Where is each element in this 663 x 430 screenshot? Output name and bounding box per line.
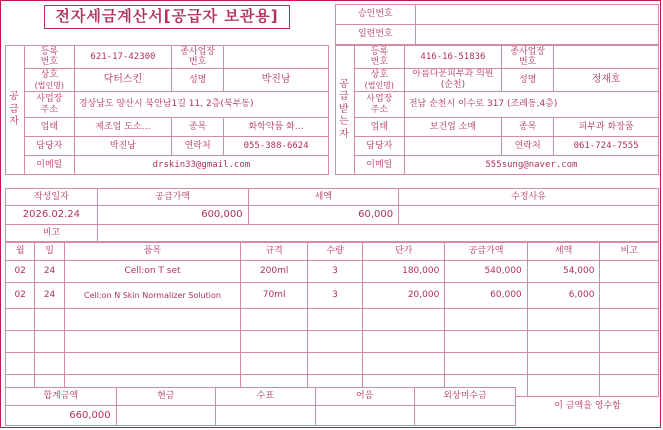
row-item-name <box>64 353 241 375</box>
col-unitprice: 단가 <box>362 243 444 261</box>
summary-block <box>5 188 659 242</box>
row-unitprice: 180,000 <box>362 261 444 283</box>
table-row[interactable] <box>6 283 659 309</box>
supplier-email-label: 이메일 <box>24 156 74 175</box>
check-label: 수표 <box>216 388 315 406</box>
memo-value[interactable] <box>97 225 658 242</box>
supply-amount-label: 공급가액 <box>97 189 248 206</box>
row-month: 02 <box>6 283 35 309</box>
buyer-email-value[interactable]: 555sung@naver.com <box>404 156 658 175</box>
supplier-address-label: 사업장 주소 <box>24 92 74 118</box>
col-day: 일 <box>35 243 64 261</box>
total-amount-value[interactable]: 660,000 <box>6 406 117 426</box>
col-tax: 세액 <box>527 243 600 261</box>
supplier-name-label: 상호 (법인명) <box>24 69 74 92</box>
items-table <box>5 242 659 397</box>
row-qty: 3 <box>308 261 363 283</box>
row-day: 24 <box>35 261 64 283</box>
row-day <box>35 331 64 353</box>
supplier-ceo-value[interactable]: 박진남 <box>224 69 329 92</box>
table-row[interactable] <box>6 353 659 375</box>
supplier-contact-person-label: 담당자 <box>24 137 74 156</box>
supplier-regnum-label: 등록 번호 <box>24 46 74 69</box>
supplier-business-item-value[interactable]: 화학약품 화… <box>224 118 329 137</box>
row-tax <box>527 331 600 353</box>
title-block <box>5 4 329 30</box>
buyer-ceo-label: 성명 <box>502 69 554 92</box>
buyer-address-label: 사업장 주소 <box>354 92 404 118</box>
buyer-regnum-label: 등록 번호 <box>354 46 404 69</box>
row-unitprice <box>362 331 444 353</box>
row-spec <box>241 331 308 353</box>
cash-value[interactable] <box>116 406 215 426</box>
row-unitprice: 20,000 <box>362 283 444 309</box>
buyer-phone-label: 연락처 <box>502 137 554 156</box>
total-amount-label: 합계금액 <box>6 388 117 406</box>
row-tax <box>527 353 600 375</box>
supplier-business-type-value[interactable]: 제조업 도소… <box>74 118 171 137</box>
row-day: 24 <box>35 283 64 309</box>
buyer-business-item-value[interactable]: 피부과 화장품 <box>554 118 659 137</box>
col-qty: 수량 <box>308 243 363 261</box>
memo-label: 비고 <box>6 225 98 242</box>
receipt-statement: 이 금액을 영수함 <box>554 401 621 412</box>
credit-label: 외상미수금 <box>414 388 515 406</box>
buyer-branchnum-value[interactable] <box>554 46 659 69</box>
col-note: 비고 <box>600 243 659 261</box>
write-date-label: 작성일자 <box>6 189 98 206</box>
buyer-contact-person-label: 담당자 <box>354 137 404 156</box>
items-header-row <box>6 243 659 261</box>
revision-reason-value[interactable] <box>399 206 659 225</box>
row-qty: 3 <box>308 283 363 309</box>
row-supply: 60,000 <box>445 283 527 309</box>
supplier-branchnum-label: 종사업장 번호 <box>172 46 224 69</box>
row-note <box>600 331 659 353</box>
row-qty <box>308 331 363 353</box>
tax-amount-label: 세액 <box>248 189 399 206</box>
row-qty <box>308 309 363 331</box>
col-month: 월 <box>6 243 35 261</box>
buyer-regnum-value[interactable]: 416-16-51836 <box>404 46 501 69</box>
supplier-phone-value[interactable]: 055-388-6624 <box>224 137 329 156</box>
buyer-email-label: 이메일 <box>354 156 404 175</box>
row-spec: 200ml <box>241 261 308 283</box>
row-supply <box>445 309 527 331</box>
col-item: 품목 <box>64 243 241 261</box>
row-month <box>6 353 35 375</box>
row-note <box>600 283 659 309</box>
approval-number-label: 승인번호 <box>336 5 416 25</box>
cash-label: 현금 <box>116 388 215 406</box>
row-note <box>600 353 659 375</box>
table-row[interactable] <box>6 261 659 283</box>
row-supply <box>445 353 527 375</box>
supplier-email-value[interactable]: drskin33@gmail.com <box>74 156 328 175</box>
row-tax: 6,000 <box>527 283 600 309</box>
row-day <box>35 353 64 375</box>
row-item-name: Cell:on T set <box>64 261 241 283</box>
row-unitprice <box>362 309 444 331</box>
supplier-regnum-value[interactable]: 621-17-42300 <box>74 46 171 69</box>
row-unitprice <box>362 353 444 375</box>
check-value[interactable] <box>216 406 315 426</box>
buyer-name-value[interactable]: 아름다운피부과 의원(순천) <box>404 69 501 92</box>
note-value[interactable] <box>315 406 414 426</box>
supplier-phone-label: 연락처 <box>172 137 224 156</box>
row-note <box>600 309 659 331</box>
buyer-contact-person-value[interactable] <box>404 137 501 156</box>
col-supply: 공급가액 <box>445 243 527 261</box>
supplier-branchnum-value[interactable] <box>224 46 329 69</box>
row-tax: 54,000 <box>527 261 600 283</box>
revision-reason-label: 수정사유 <box>399 189 659 206</box>
supplier-block <box>5 45 329 175</box>
row-note <box>600 261 659 283</box>
row-item-name: Cell:on N Skin Normalizer Solution <box>64 283 241 309</box>
table-row[interactable] <box>6 309 659 331</box>
write-date-value[interactable]: 2026.02.24 <box>6 206 98 225</box>
buyer-business-type-label: 업태 <box>354 118 404 137</box>
buyer-business-type-value[interactable]: 보건업 소매 <box>404 118 501 137</box>
row-month <box>6 309 35 331</box>
buyer-business-item-label: 종목 <box>502 118 554 137</box>
row-supply <box>445 331 527 353</box>
supplier-side-label: 공 급 자 <box>6 46 25 175</box>
buyer-ceo-value[interactable]: 정재호 <box>554 69 659 92</box>
credit-value[interactable] <box>414 406 515 426</box>
row-supply: 540,000 <box>445 261 527 283</box>
buyer-phone-value[interactable]: 061-724-7555 <box>554 137 659 156</box>
note-label: 어음 <box>315 388 414 406</box>
supplier-contact-person-value[interactable]: 박진남 <box>74 137 171 156</box>
document-title-text: 전자세금계산서 <box>55 6 164 25</box>
footer-block <box>5 387 659 426</box>
table-row[interactable] <box>6 331 659 353</box>
supply-amount-value[interactable]: 600,000 <box>97 206 248 225</box>
tax-amount-value[interactable]: 60,000 <box>248 206 399 225</box>
document-title-suffix: [공급자 보관용] <box>163 6 279 25</box>
document-title <box>44 5 289 29</box>
buyer-branchnum-label: 종사업장 번호 <box>502 46 554 69</box>
supplier-name-value[interactable]: 닥터스킨 <box>74 69 171 92</box>
row-month <box>6 331 35 353</box>
supplier-business-item-label: 종목 <box>172 118 224 137</box>
approval-number-value[interactable] <box>415 5 658 25</box>
row-spec: 70ml <box>241 283 308 309</box>
row-tax <box>527 309 600 331</box>
row-item-name <box>64 309 241 331</box>
supplier-ceo-label: 성명 <box>172 69 224 92</box>
serial-number-label: 일련번호 <box>336 25 416 45</box>
row-item-name <box>64 331 241 353</box>
approval-block <box>335 4 659 45</box>
row-spec <box>241 353 308 375</box>
buyer-address-value[interactable]: 전남 순천시 이수로 317 (조례동,4층) <box>404 92 658 118</box>
col-spec: 규격 <box>241 243 308 261</box>
row-month: 02 <box>6 261 35 283</box>
buyer-side-label: 공 급 받 는 자 <box>336 46 355 175</box>
buyer-name-label: 상호 (법인명) <box>354 69 404 92</box>
supplier-address-value[interactable]: 경상남도 양산시 북안남1길 11, 2층(북부동) <box>74 92 328 118</box>
buyer-block <box>335 45 659 175</box>
serial-number-value[interactable] <box>415 25 658 45</box>
row-day <box>35 309 64 331</box>
row-qty <box>308 353 363 375</box>
row-spec <box>241 309 308 331</box>
supplier-business-type-label: 업태 <box>24 118 74 137</box>
